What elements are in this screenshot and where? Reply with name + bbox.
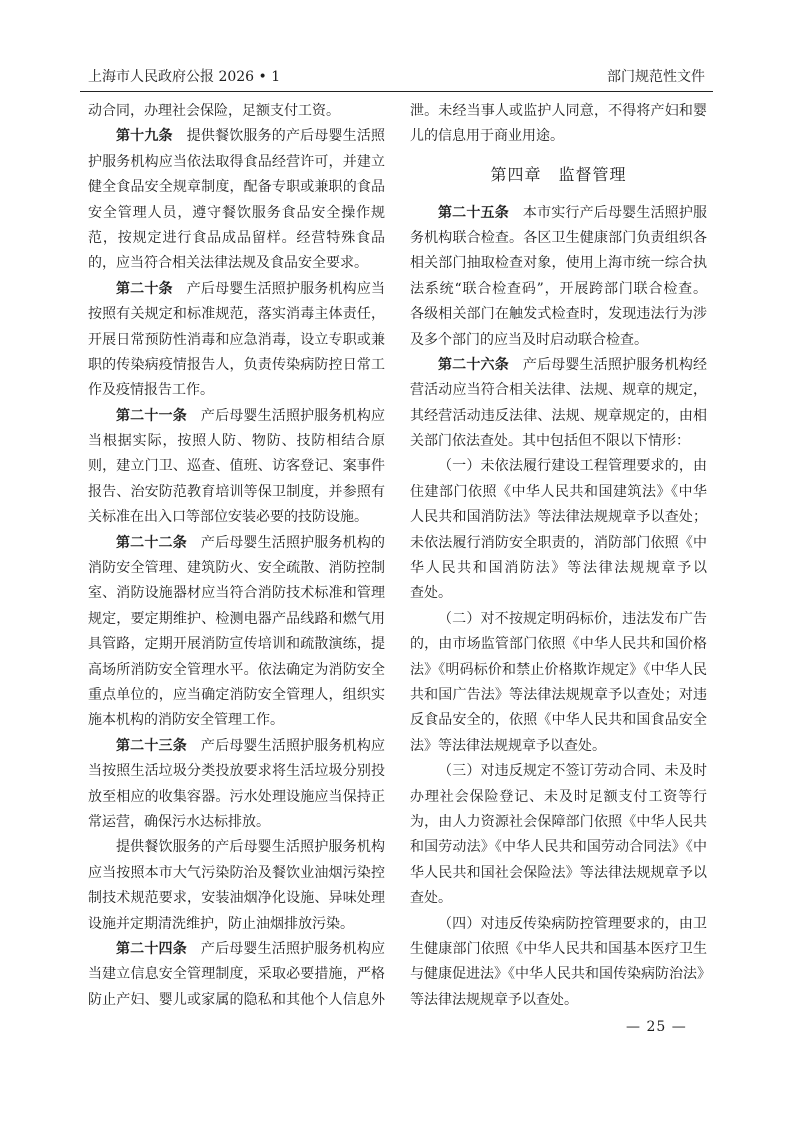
line-text: 设施并定期清洗维护，防止油烟排放污染。 [88, 915, 354, 932]
line-text: 办理社会保险登记、未及时足额支付工资等行 [410, 788, 707, 805]
text-line [88, 251, 385, 276]
text-line [88, 632, 385, 657]
text-line [410, 886, 707, 911]
line-text: 及多个部门的应当及时启动联合检查。 [410, 331, 648, 348]
text-line [410, 810, 707, 835]
text-line [410, 277, 707, 302]
line-text: 的，应当符合相关法律法规及食品安全要求。 [88, 255, 368, 272]
article-paragraph [410, 353, 707, 455]
article-paragraph [88, 734, 385, 836]
article-number: 第二十六条 [438, 356, 509, 373]
text-line [88, 505, 385, 530]
line-text: 法系统“联合检查码”，开展跨部门联合检查。 [410, 280, 707, 297]
text-line [410, 581, 707, 606]
text-line [410, 607, 707, 632]
line-text: 儿的信息用于商业用途。 [410, 128, 564, 145]
paragraph [410, 454, 707, 606]
line-text: 关部门依法查处。其中包括但不限以下情形： [410, 433, 690, 450]
line-text: 查处。 [410, 585, 452, 602]
line-text: 本市实行产后母婴生活照护服 [522, 204, 708, 221]
line-text: 华人民共和国消防法》等法律法规规章予以 [410, 560, 707, 577]
text-line [410, 556, 707, 581]
line-text: 法》等法律法规规章予以查处。 [410, 737, 606, 754]
line-text: 消防安全管理、建筑防火、安全疏散、消防控制 [88, 560, 385, 577]
line-text: 产后母婴生活照护服务机构的 [200, 534, 386, 551]
article-number: 第二十四条 [116, 940, 187, 957]
text-line [88, 835, 385, 860]
text-line [410, 124, 707, 149]
line-text: 当按照生活垃圾分类投放要求将生活垃圾分别投 [88, 763, 385, 780]
line-text: 高场所消防安全管理水平。依法确定为消防安全 [88, 661, 385, 678]
line-text: （二）对不按规定明码标价，违法发布广告 [438, 610, 707, 627]
left-column [88, 99, 385, 1013]
paragraph [88, 99, 385, 124]
line-text: 华人民共和国社会保险法》等法律法规规章予以 [410, 864, 707, 881]
text-line [410, 328, 707, 353]
text-line [88, 201, 385, 226]
page-number: — 25 — [626, 1019, 687, 1035]
text-line [88, 353, 385, 378]
line-text: 共和国广告法》等法律法规规章予以查处；对违 [410, 687, 707, 703]
line-text: 制技术规范要求，安装油烟净化设施、异味处理 [88, 890, 385, 907]
text-line [410, 785, 707, 810]
article-number: 第二十二条 [116, 534, 187, 551]
line-text: （四）对违反传染病防控管理要求的，由卫 [438, 915, 707, 932]
text-line [410, 429, 707, 454]
text-line [410, 658, 707, 683]
right-column [410, 99, 711, 1013]
text-line [88, 378, 385, 403]
line-text: 放至相应的收集容器。污水处理设施应当保持正 [88, 788, 385, 805]
line-text: 为，由人力资源社会保障部门依照《中华人民共 [410, 813, 707, 830]
text-line [410, 531, 707, 556]
line-text: 应当按照本市大气污染防治及餐饮业油烟污染控 [88, 864, 385, 881]
paragraph [410, 759, 707, 911]
paragraph [88, 835, 385, 937]
line-text: 产后母婴生活照护服务机构应当 [186, 280, 386, 297]
line-text: 住建部门依照《中华人民共和国建筑法》《中华 [410, 483, 707, 500]
line-text: 产后母婴生活照护服务机构应 [200, 940, 386, 957]
line-text: 等法律法规规章予以查处。 [410, 991, 578, 1008]
article-number: 第二十一条 [116, 407, 187, 424]
text-line [88, 912, 385, 937]
line-text: 护服务机构应当依法取得食品经营许可，并建立 [88, 153, 385, 170]
line-text: 关标准在出入口等部位安装必要的技防设施。 [88, 509, 368, 526]
text-line [88, 556, 385, 581]
line-text: 规定，要定期维护、检测电器产品线路和燃气用 [88, 610, 385, 627]
text-line [410, 988, 707, 1013]
text-line [410, 505, 707, 530]
text-line [410, 861, 707, 886]
text-line [88, 607, 385, 632]
line-text: 室、消防设施器材应当符合消防技术标准和管理 [88, 585, 385, 602]
header-rule [80, 91, 713, 92]
text-line [88, 99, 385, 124]
text-line [88, 124, 385, 149]
text-line [88, 988, 385, 1013]
text-line [88, 861, 385, 886]
line-text: 法》《明码标价和禁止价格欺诈规定》《中华人民 [410, 661, 707, 678]
line-text: 的，由市场监管部门依照《中华人民共和国价格 [410, 636, 707, 653]
line-text: 泄。未经当事人或监护人同意，不得将产妇和婴 [410, 103, 707, 119]
line-text: 范，按规定进行食品成品留样。经营特殊食品 [88, 229, 385, 246]
line-text: 当根据实际，按照人防、物防、技防相结合原 [88, 433, 385, 450]
text-line [88, 175, 385, 200]
text-line [410, 251, 707, 276]
text-line [410, 632, 707, 657]
line-text: 产后母婴生活照护服务机构应 [200, 737, 386, 754]
paragraph [410, 607, 707, 759]
text-line [410, 404, 707, 429]
running-header-publication: 上海市人民政府公报 2026 • 1 [88, 69, 281, 85]
line-text: 重点单位的，应当确定消防安全管理人，组织实 [88, 686, 385, 703]
line-text: （三）对违反规定不签订劳动合同、未及时 [438, 763, 707, 780]
text-line [88, 658, 385, 683]
text-line [410, 99, 707, 124]
text-line [410, 378, 707, 403]
line-text: 其经营活动违反法律、法规、规章规定的，由相 [410, 407, 707, 424]
article-number: 第二十条 [116, 280, 173, 297]
line-text: 报告、治安防范教育培训等保卫制度，并参照有 [88, 483, 385, 500]
line-text: 生健康部门依照《中华人民共和国基本医疗卫生 [410, 940, 707, 957]
line-text: 和国劳动法》《中华人民共和国劳动合同法》《中 [410, 839, 707, 856]
line-text: 安全管理人员，遵守餐饮服务食品安全操作规 [88, 204, 385, 221]
line-text: 未依法履行消防安全职责的，消防部门依照《中 [410, 534, 707, 551]
line-text: 相关部门抽取检查对象，使用上海市统一综合执 [410, 255, 707, 272]
text-line [88, 962, 385, 987]
text-line [88, 302, 385, 327]
text-line [410, 683, 707, 708]
text-line [410, 937, 707, 962]
text-line [88, 581, 385, 606]
text-line [410, 480, 707, 505]
line-text: 开展日常预防性消毒和应急消毒，设立专职或兼 [88, 331, 385, 348]
text-line [88, 429, 385, 454]
line-text: 具管路，定期开展消防宣传培训和疏散演练，提 [88, 636, 385, 653]
text-line [88, 759, 385, 784]
text-line [410, 759, 707, 784]
paragraph [410, 99, 707, 150]
line-text: 健全食品安全规章制度，配备专职或兼职的食品 [88, 179, 385, 196]
line-text: 提供餐饮服务的产后母婴生活照 [186, 128, 386, 145]
article-paragraph [88, 531, 385, 734]
article-paragraph [88, 124, 385, 276]
text-line [88, 277, 385, 302]
article-number: 第二十三条 [116, 737, 187, 754]
line-text: 产后母婴生活照护服务机构经 [522, 356, 708, 373]
text-line [88, 785, 385, 810]
article-paragraph [88, 937, 385, 1013]
article-paragraph [88, 404, 385, 531]
text-line [410, 962, 711, 987]
text-line [410, 708, 707, 733]
text-line [88, 328, 385, 353]
text-line [88, 150, 385, 175]
line-text: 作及疫情报告工作。 [88, 382, 214, 399]
line-text: 施本机构的消防安全管理工作。 [88, 712, 284, 729]
line-text: 各级相关部门在触发式检查时，发现违法行为涉 [410, 306, 707, 323]
line-text: （一）未依法履行建设工程管理要求的，由 [438, 458, 707, 475]
text-line [88, 531, 385, 556]
text-line [88, 226, 385, 251]
text-line [88, 404, 385, 429]
article-paragraph [410, 201, 707, 353]
text-line [88, 734, 385, 759]
article-number: 第十九条 [116, 128, 173, 145]
paragraph [410, 912, 711, 1014]
line-text: 与健康促进法》《中华人民共和国传染病防治法》 [410, 966, 711, 983]
line-text: 防止产妇、婴儿或家属的隐私和其他个人信息外 [88, 991, 385, 1008]
line-text: 职的传染病疫情报告人，负责传染病防控日常工 [88, 356, 385, 373]
line-text: 常运营，确保污水达标排放。 [88, 813, 270, 830]
text-line [88, 454, 385, 479]
line-text: 反食品安全的，依照《中华人民共和国食品安全 [410, 712, 707, 729]
line-text: 查处。 [410, 890, 452, 907]
text-line [88, 886, 385, 911]
line-text: 当建立信息安全管理制度，采取必要措施，严格 [88, 966, 385, 983]
line-text: 产后母婴生活照护服务机构应 [200, 407, 386, 424]
text-line [88, 810, 385, 835]
text-line [410, 835, 707, 860]
line-text: 营活动应当符合相关法律、法规、规章的规定， [410, 382, 707, 399]
text-line [410, 734, 707, 759]
text-line [88, 708, 385, 733]
line-text: 务机构联合检查。各区卫生健康部门负责组织各 [410, 229, 707, 246]
line-text: 提供餐饮服务的产后母婴生活照护服务机构 [116, 839, 385, 856]
text-line [88, 480, 385, 505]
line-text: 则，建立门卫、巡查、值班、访客登记、案事件 [88, 458, 385, 475]
line-text: 按照有关规定和标准规范，落实消毒主体责任， [88, 306, 385, 323]
chapter-heading: 第四章 监督管理 [490, 164, 627, 184]
article-number: 第二十五条 [438, 204, 509, 221]
running-header-section: 部门规范性文件 [607, 69, 705, 85]
text-line [410, 353, 707, 378]
line-text: 人民共和国消防法》等法律法规规章予以查处； [410, 509, 707, 526]
text-line [410, 226, 707, 251]
text-line [410, 912, 707, 937]
text-line [410, 201, 707, 226]
text-line [410, 454, 707, 479]
text-line [410, 302, 707, 327]
text-line [88, 937, 385, 962]
article-paragraph [88, 277, 385, 404]
text-line [88, 683, 385, 708]
line-text: 动合同，办理社会保险，足额支付工资。 [88, 103, 340, 119]
